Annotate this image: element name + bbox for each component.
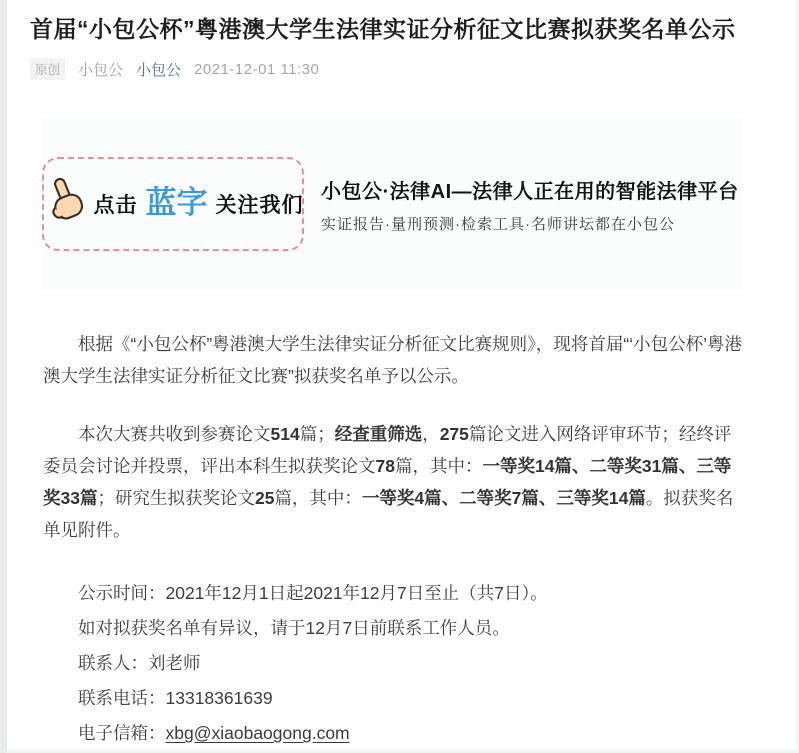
contact-phone-line: 联系电话：13318361639 <box>78 688 273 709</box>
page-title: 首届“小包公杯”粤港澳大学生法律实证分析征文比赛拟获奖名单公示 <box>30 16 736 42</box>
publish-datetime: 2021-12-01 11:30 <box>194 60 320 78</box>
email-label: 电子信箱： <box>78 723 166 744</box>
click-label: 点击 <box>93 194 138 218</box>
banner-subheading: 实证报告·量刑预测·检索工具·名师讲坛都在小包公 <box>321 215 675 233</box>
pointing-hand-icon <box>43 173 89 232</box>
objection-line: 如对拟获奖名单有异议，请于12月7日前联系工作人员。 <box>78 618 510 639</box>
banner-slogan <box>321 175 739 234</box>
paragraph-results: 本次大赛共收到参赛论文514篇；经查重筛选，275篇论文进入网络评审环节；经终评委员会讨论并投票，评出本科生拟获奖论文78篇，其中：一等奖14篇、二等奖31篇、三等奖33篇；研究生拟获奖论文25篇，其中：一等奖4篇、二等奖7篇、三等奖14篇。拟获奖名单见附件。 <box>43 424 734 541</box>
author-name: 小包公 <box>78 61 124 79</box>
contact-person-line: 联系人：刘老师 <box>78 653 201 674</box>
email-line <box>43 722 742 744</box>
contact-block <box>43 582 742 744</box>
paragraph-basis: 根据《“小包公杯”粤港澳大学生法律实证分析征文比赛规则》，现将首届“‘小包公杯’粤港澳大学生法律实证分析征文比赛”拟获奖名单予以公示。 <box>43 334 743 387</box>
email-link[interactable]: xbg@xiaobaogong.com <box>165 723 350 744</box>
blue-text-label: 蓝字 <box>145 184 208 220</box>
follow-us-label: 关注我们 <box>215 194 304 218</box>
article-meta <box>30 58 743 80</box>
notice-time-line: 公示时间：2021年12月1日起2021年12月7日至止（共7日）。 <box>78 583 548 604</box>
article-body <box>30 328 742 744</box>
account-name-link[interactable]: 小包公 <box>136 61 182 79</box>
click-blue-text-box[interactable] <box>42 157 304 251</box>
follow-banner[interactable] <box>42 118 742 290</box>
original-badge: 原创 <box>30 58 65 80</box>
banner-heading: 小包公·法律AI—法律人正在用的智能法律平台 <box>321 180 739 203</box>
